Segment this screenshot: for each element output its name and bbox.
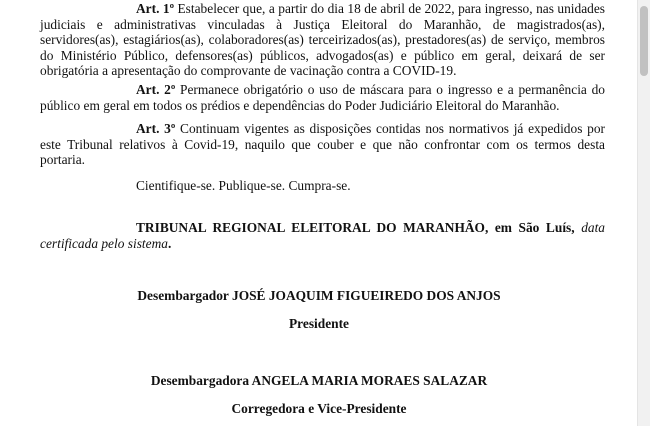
signatory-2 — [0, 373, 638, 389]
article-1 — [40, 1, 605, 79]
article-1-text: Estabelecer que, a partir do dia 18 de abril de 2022, para ingresso, nas unidades judiciais e administrativas vinculadas à Justiça Eleitoral do Maranhão, de magistrados(as), servidores(as), estagiários(as), colaboradores(as) terceirizados(as), prestadores(as) de serviço, membros do Ministério Público, defensores(as) públicos, advogados(as) e público em geral, deixará de ser obrigatória a apresentação do comprovante de vacinação contra a COVID-19. — [40, 1, 605, 79]
article-2-text: Permanece obrigatório o uso de máscara para o ingresso e a permanência do público em geral em todos os prédios e dependências do Poder Judiciário Eleitoral do Maranhão. — [40, 82, 605, 113]
signatory-1-role: Presidente — [289, 316, 349, 331]
closing-formula — [40, 178, 605, 194]
signatory-1 — [0, 288, 638, 304]
signatory-1-name: JOSÉ JOAQUIM FIGUEIREDO DOS ANJOS — [232, 288, 501, 303]
article-3-label: Art. 3º — [136, 121, 176, 136]
article-3 — [40, 121, 605, 168]
article-3-text: Continuam vigentes as disposições contidas nos normativos já expedidos por este Tribunal relativos à Covid-19, naquilo que couber e que não confrontar com os termos desta portaria. — [40, 121, 605, 168]
scrollbar-thumb[interactable] — [640, 6, 648, 76]
certification-note: data certificada pelo sistema — [40, 220, 605, 251]
issuer-line — [40, 220, 605, 251]
signatory-2-title: Desembargadora — [150, 373, 250, 388]
issuer-period: . — [167, 235, 172, 251]
signatory-2-role: Corregedora e Vice-Presidente — [231, 401, 407, 416]
article-2-label: Art. 2º — [136, 82, 176, 97]
court-name: TRIBUNAL REGIONAL ELEITORAL DO MARANHÃO, em São Luís, — [136, 220, 575, 235]
signatory-2-name: ANGELA MARIA MORAES SALAZAR — [251, 373, 488, 388]
closing-text: Cientifique-se. Publique-se. Cumpra-se. — [136, 178, 351, 193]
article-1-label: Art. 1º — [136, 1, 175, 16]
vertical-scrollbar[interactable] — [637, 0, 650, 426]
signatory-1-title: Desembargador — [137, 288, 229, 303]
article-2 — [40, 82, 605, 113]
